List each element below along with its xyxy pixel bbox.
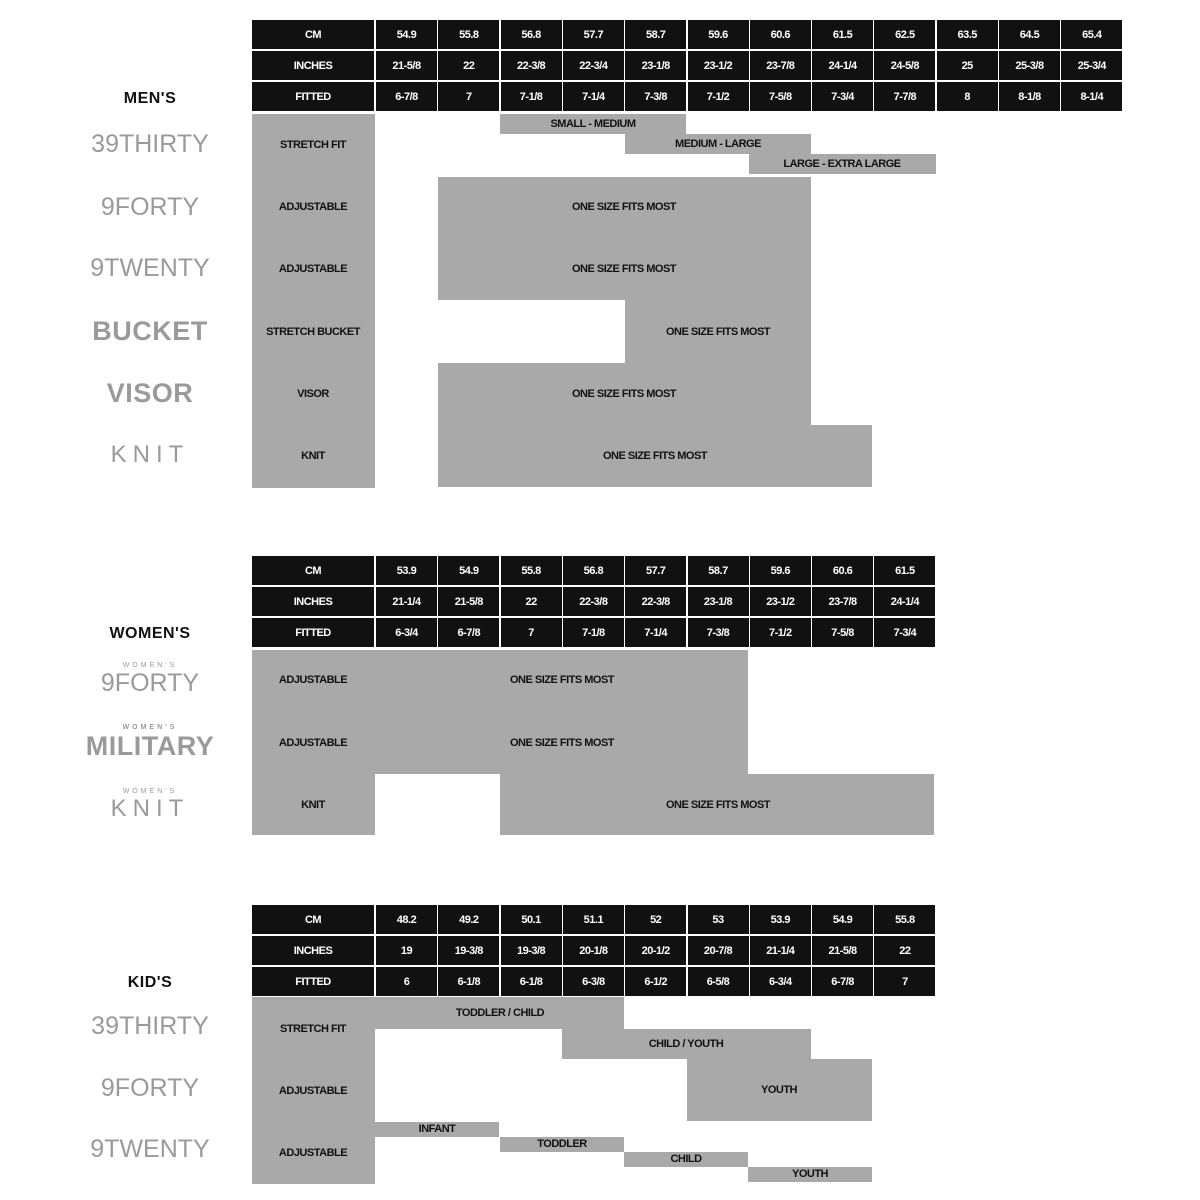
mens-fit-9forty: ADJUSTABLE: [278, 201, 348, 213]
womens-fitted-cell: 7-1/4: [625, 618, 688, 649]
kids-cm-cell: 52: [625, 905, 688, 936]
womens-military-size-label: ONE SIZE FITS MOST: [509, 737, 615, 749]
kids-cm-cell: 48.2: [376, 905, 439, 936]
womens-section-title: WOMEN'S: [109, 625, 191, 642]
mens-inches-cell: 22-3/4: [563, 51, 626, 82]
kids-inches-cell: 20-7/8: [688, 936, 751, 967]
womens-inches-cell: 23-1/8: [688, 587, 751, 618]
mens-inches-cell: 25: [937, 51, 1000, 82]
kids-logo-9twenty: 9TWENTY: [90, 1135, 210, 1163]
mens-osfm-block: [438, 177, 811, 300]
mens-cm-cell: 55.8: [438, 20, 501, 51]
womens-logo-military: [70, 724, 230, 762]
womens-logo-prefix: WOMEN'S: [122, 788, 178, 795]
womens-cm-cell: 58.7: [688, 556, 751, 587]
mens-39thirty-size-label: SMALL - MEDIUM: [550, 118, 636, 130]
kids-fit-39thirty: STRETCH FIT: [280, 1023, 346, 1035]
kids-inches-cell: 19-3/8: [438, 936, 501, 967]
womens-logo-9forty-text: 9FORTY: [100, 669, 200, 697]
mens-cm-cell: 61.5: [812, 20, 875, 51]
kids-inches-cell: 19: [376, 936, 439, 967]
mens-fitted-cell: 6-7/8: [376, 82, 439, 113]
womens-9forty-size-label: ONE SIZE FITS MOST: [509, 674, 615, 686]
womens-cm-cell: 56.8: [563, 556, 626, 587]
kids-9twenty-size-label: INFANT: [418, 1123, 456, 1135]
kids-fitted-cell: 6-7/8: [812, 967, 875, 998]
mens-inches-cell: 23-1/8: [625, 51, 688, 82]
womens-fitted-cell: 7-5/8: [812, 618, 875, 649]
kids-logo-39thirty: 39THIRTY: [91, 1012, 209, 1040]
mens-fitted-cell: 7-1/8: [501, 82, 564, 113]
mens-fit-9twenty: ADJUSTABLE: [278, 263, 348, 275]
mens-knit-size-label: ONE SIZE FITS MOST: [602, 450, 708, 462]
kids-cm-cell: 49.2: [438, 905, 501, 936]
womens-cm-cell: 59.6: [750, 556, 813, 587]
mens-fitted-cell: 7-5/8: [750, 82, 813, 113]
kids-header-label: INCHES: [252, 936, 376, 967]
mens-bucket-size-label: ONE SIZE FITS MOST: [665, 326, 771, 338]
womens-header-label: FITTED: [252, 618, 376, 649]
mens-fitted-cell: 7-1/2: [688, 82, 751, 113]
kids-inches-cell: 21-1/4: [750, 936, 813, 967]
kids-cm-cell: 54.9: [812, 905, 875, 936]
mens-9twenty-size-label: ONE SIZE FITS MOST: [571, 263, 677, 275]
kids-9twenty-size-label: YOUTH: [792, 1168, 828, 1180]
womens-fit-knit: KNIT: [301, 799, 325, 811]
mens-visor-size-label: ONE SIZE FITS MOST: [571, 388, 677, 400]
womens-fitted-cell: 7: [501, 618, 564, 649]
mens-fitted-cell: 7-3/4: [812, 82, 875, 113]
mens-fitted-cell: 8-1/4: [1061, 82, 1124, 113]
mens-header-label: CM: [252, 20, 376, 51]
womens-inches-cell: 22-3/8: [563, 587, 626, 618]
mens-fit-visor: VISOR: [297, 388, 329, 400]
womens-inches-cell: 22-3/8: [625, 587, 688, 618]
kids-cm-cell: 53.9: [750, 905, 813, 936]
womens-knit-size-label: ONE SIZE FITS MOST: [665, 799, 771, 811]
womens-inches-cell: 21-5/8: [438, 587, 501, 618]
womens-fitted-cell: 6-7/8: [438, 618, 501, 649]
kids-cm-cell: 51.1: [563, 905, 626, 936]
womens-cm-cell: 61.5: [874, 556, 937, 587]
kids-cm-cell: 53: [688, 905, 751, 936]
mens-inches-cell: 22: [438, 51, 501, 82]
mens-logo-bucket: BUCKET: [92, 316, 208, 346]
mens-section-title: MEN'S: [123, 90, 177, 107]
mens-logo-knit: KNIT: [110, 441, 190, 468]
womens-inches-cell: 23-7/8: [812, 587, 875, 618]
mens-9forty-size-label: ONE SIZE FITS MOST: [571, 201, 677, 213]
womens-logo-knit: [70, 788, 230, 823]
mens-logo-9twenty: 9TWENTY: [90, 254, 210, 282]
womens-cm-cell: 54.9: [438, 556, 501, 587]
mens-header-label: FITTED: [252, 82, 376, 113]
mens-cm-cell: 63.5: [937, 20, 1000, 51]
womens-fitted-cell: 7-3/4: [874, 618, 937, 649]
kids-fit-9forty: ADJUSTABLE: [278, 1085, 348, 1097]
womens-fitted-cell: 6-3/4: [376, 618, 439, 649]
mens-cm-cell: 54.9: [376, 20, 439, 51]
mens-fitted-cell: 8: [937, 82, 1000, 113]
womens-inches-cell: 22: [501, 587, 564, 618]
womens-logo-prefix: WOMEN'S: [122, 724, 178, 731]
mens-fitted-cell: 7: [438, 82, 501, 113]
kids-fitted-cell: 6-1/8: [438, 967, 501, 998]
kids-9twenty-size-label: TODDLER: [537, 1138, 587, 1150]
mens-cm-cell: 65.4: [1061, 20, 1124, 51]
kids-inches-cell: 20-1/2: [625, 936, 688, 967]
kids-fit-9twenty: ADJUSTABLE: [278, 1147, 348, 1159]
kids-39thirty-size-label: CHILD / YOUTH: [648, 1038, 724, 1050]
womens-logo-9forty: [70, 662, 230, 698]
womens-logo-prefix: WOMEN'S: [122, 662, 178, 669]
kids-fitted-cell: 7: [874, 967, 937, 998]
womens-inches-cell: 21-1/4: [376, 587, 439, 618]
mens-cm-cell: 57.7: [563, 20, 626, 51]
womens-header-label: CM: [252, 556, 376, 587]
womens-inches-cell: 23-1/2: [750, 587, 813, 618]
mens-fitted-cell: 7-3/8: [625, 82, 688, 113]
mens-fit-bucket: STRETCH BUCKET: [266, 326, 360, 338]
womens-fit-9forty: ADJUSTABLE: [278, 674, 348, 686]
mens-inches-cell: 22-3/8: [501, 51, 564, 82]
kids-inches-cell: 22: [874, 936, 937, 967]
kids-fitted-cell: 6-3/4: [750, 967, 813, 998]
mens-cm-cell: 58.7: [625, 20, 688, 51]
mens-header-label: INCHES: [252, 51, 376, 82]
kids-cm-cell: 55.8: [874, 905, 937, 936]
womens-logo-knit-text: KNIT: [110, 795, 190, 822]
mens-cm-cell: 64.5: [999, 20, 1062, 51]
womens-cm-cell: 53.9: [376, 556, 439, 587]
mens-inches-cell: 25-3/8: [999, 51, 1062, 82]
kids-39thirty-size-label: TODDLER / CHILD: [455, 1007, 545, 1019]
womens-fitted-cell: 7-1/2: [750, 618, 813, 649]
kids-fitted-cell: 6-1/8: [501, 967, 564, 998]
kids-inches-cell: 21-5/8: [812, 936, 875, 967]
womens-inches-cell: 24-1/4: [874, 587, 937, 618]
mens-cm-cell: 60.6: [750, 20, 813, 51]
kids-9twenty-size-label: CHILD: [670, 1153, 702, 1165]
mens-fit-39thirty: STRETCH FIT: [280, 139, 346, 151]
mens-fitted-cell: 7-7/8: [874, 82, 937, 113]
womens-cm-cell: 55.8: [501, 556, 564, 587]
mens-logo-visor: VISOR: [106, 378, 194, 408]
womens-fit-military: ADJUSTABLE: [278, 737, 348, 749]
womens-fitted-cell: 7-1/8: [563, 618, 626, 649]
mens-cm-cell: 59.6: [688, 20, 751, 51]
kids-inches-cell: 19-3/8: [501, 936, 564, 967]
kids-header-label: CM: [252, 905, 376, 936]
mens-fitted-cell: 7-1/4: [563, 82, 626, 113]
mens-inches-cell: 25-3/4: [1061, 51, 1124, 82]
kids-fitted-cell: 6-5/8: [688, 967, 751, 998]
kids-9forty-size-label: YOUTH: [761, 1084, 797, 1096]
mens-39thirty-size-label: LARGE - EXTRA LARGE: [783, 158, 901, 170]
womens-top-block: [252, 650, 748, 774]
kids-fitted-cell: 6: [376, 967, 439, 998]
womens-cm-cell: 57.7: [625, 556, 688, 587]
kids-header-label: FITTED: [252, 967, 376, 998]
mens-cm-cell: 62.5: [874, 20, 937, 51]
mens-logo-9forty: 9FORTY: [100, 193, 200, 221]
mens-inches-cell: 24-1/4: [812, 51, 875, 82]
kids-cm-cell: 50.1: [501, 905, 564, 936]
mens-cm-cell: 56.8: [501, 20, 564, 51]
kids-inches-cell: 20-1/8: [563, 936, 626, 967]
mens-fit-knit: KNIT: [301, 450, 325, 462]
mens-fitted-cell: 8-1/8: [999, 82, 1062, 113]
womens-header-label: INCHES: [252, 587, 376, 618]
kids-logo-9forty: 9FORTY: [100, 1074, 200, 1102]
womens-fitted-cell: 7-3/8: [688, 618, 751, 649]
mens-inches-cell: 23-7/8: [750, 51, 813, 82]
mens-inches-cell: 24-5/8: [874, 51, 937, 82]
kids-fitted-cell: 6-3/8: [563, 967, 626, 998]
mens-39thirty-size-label: MEDIUM - LARGE: [675, 138, 761, 150]
mens-logo-39thirty: 39THIRTY: [91, 130, 209, 158]
mens-inches-cell: 21-5/8: [376, 51, 439, 82]
kids-fitted-cell: 6-1/2: [625, 967, 688, 998]
kids-section-title: KID'S: [127, 974, 173, 991]
womens-logo-military-text: MILITARY: [85, 731, 215, 761]
mens-inches-cell: 23-1/2: [688, 51, 751, 82]
mens-fit-column: [252, 114, 375, 488]
womens-cm-cell: 60.6: [812, 556, 875, 587]
